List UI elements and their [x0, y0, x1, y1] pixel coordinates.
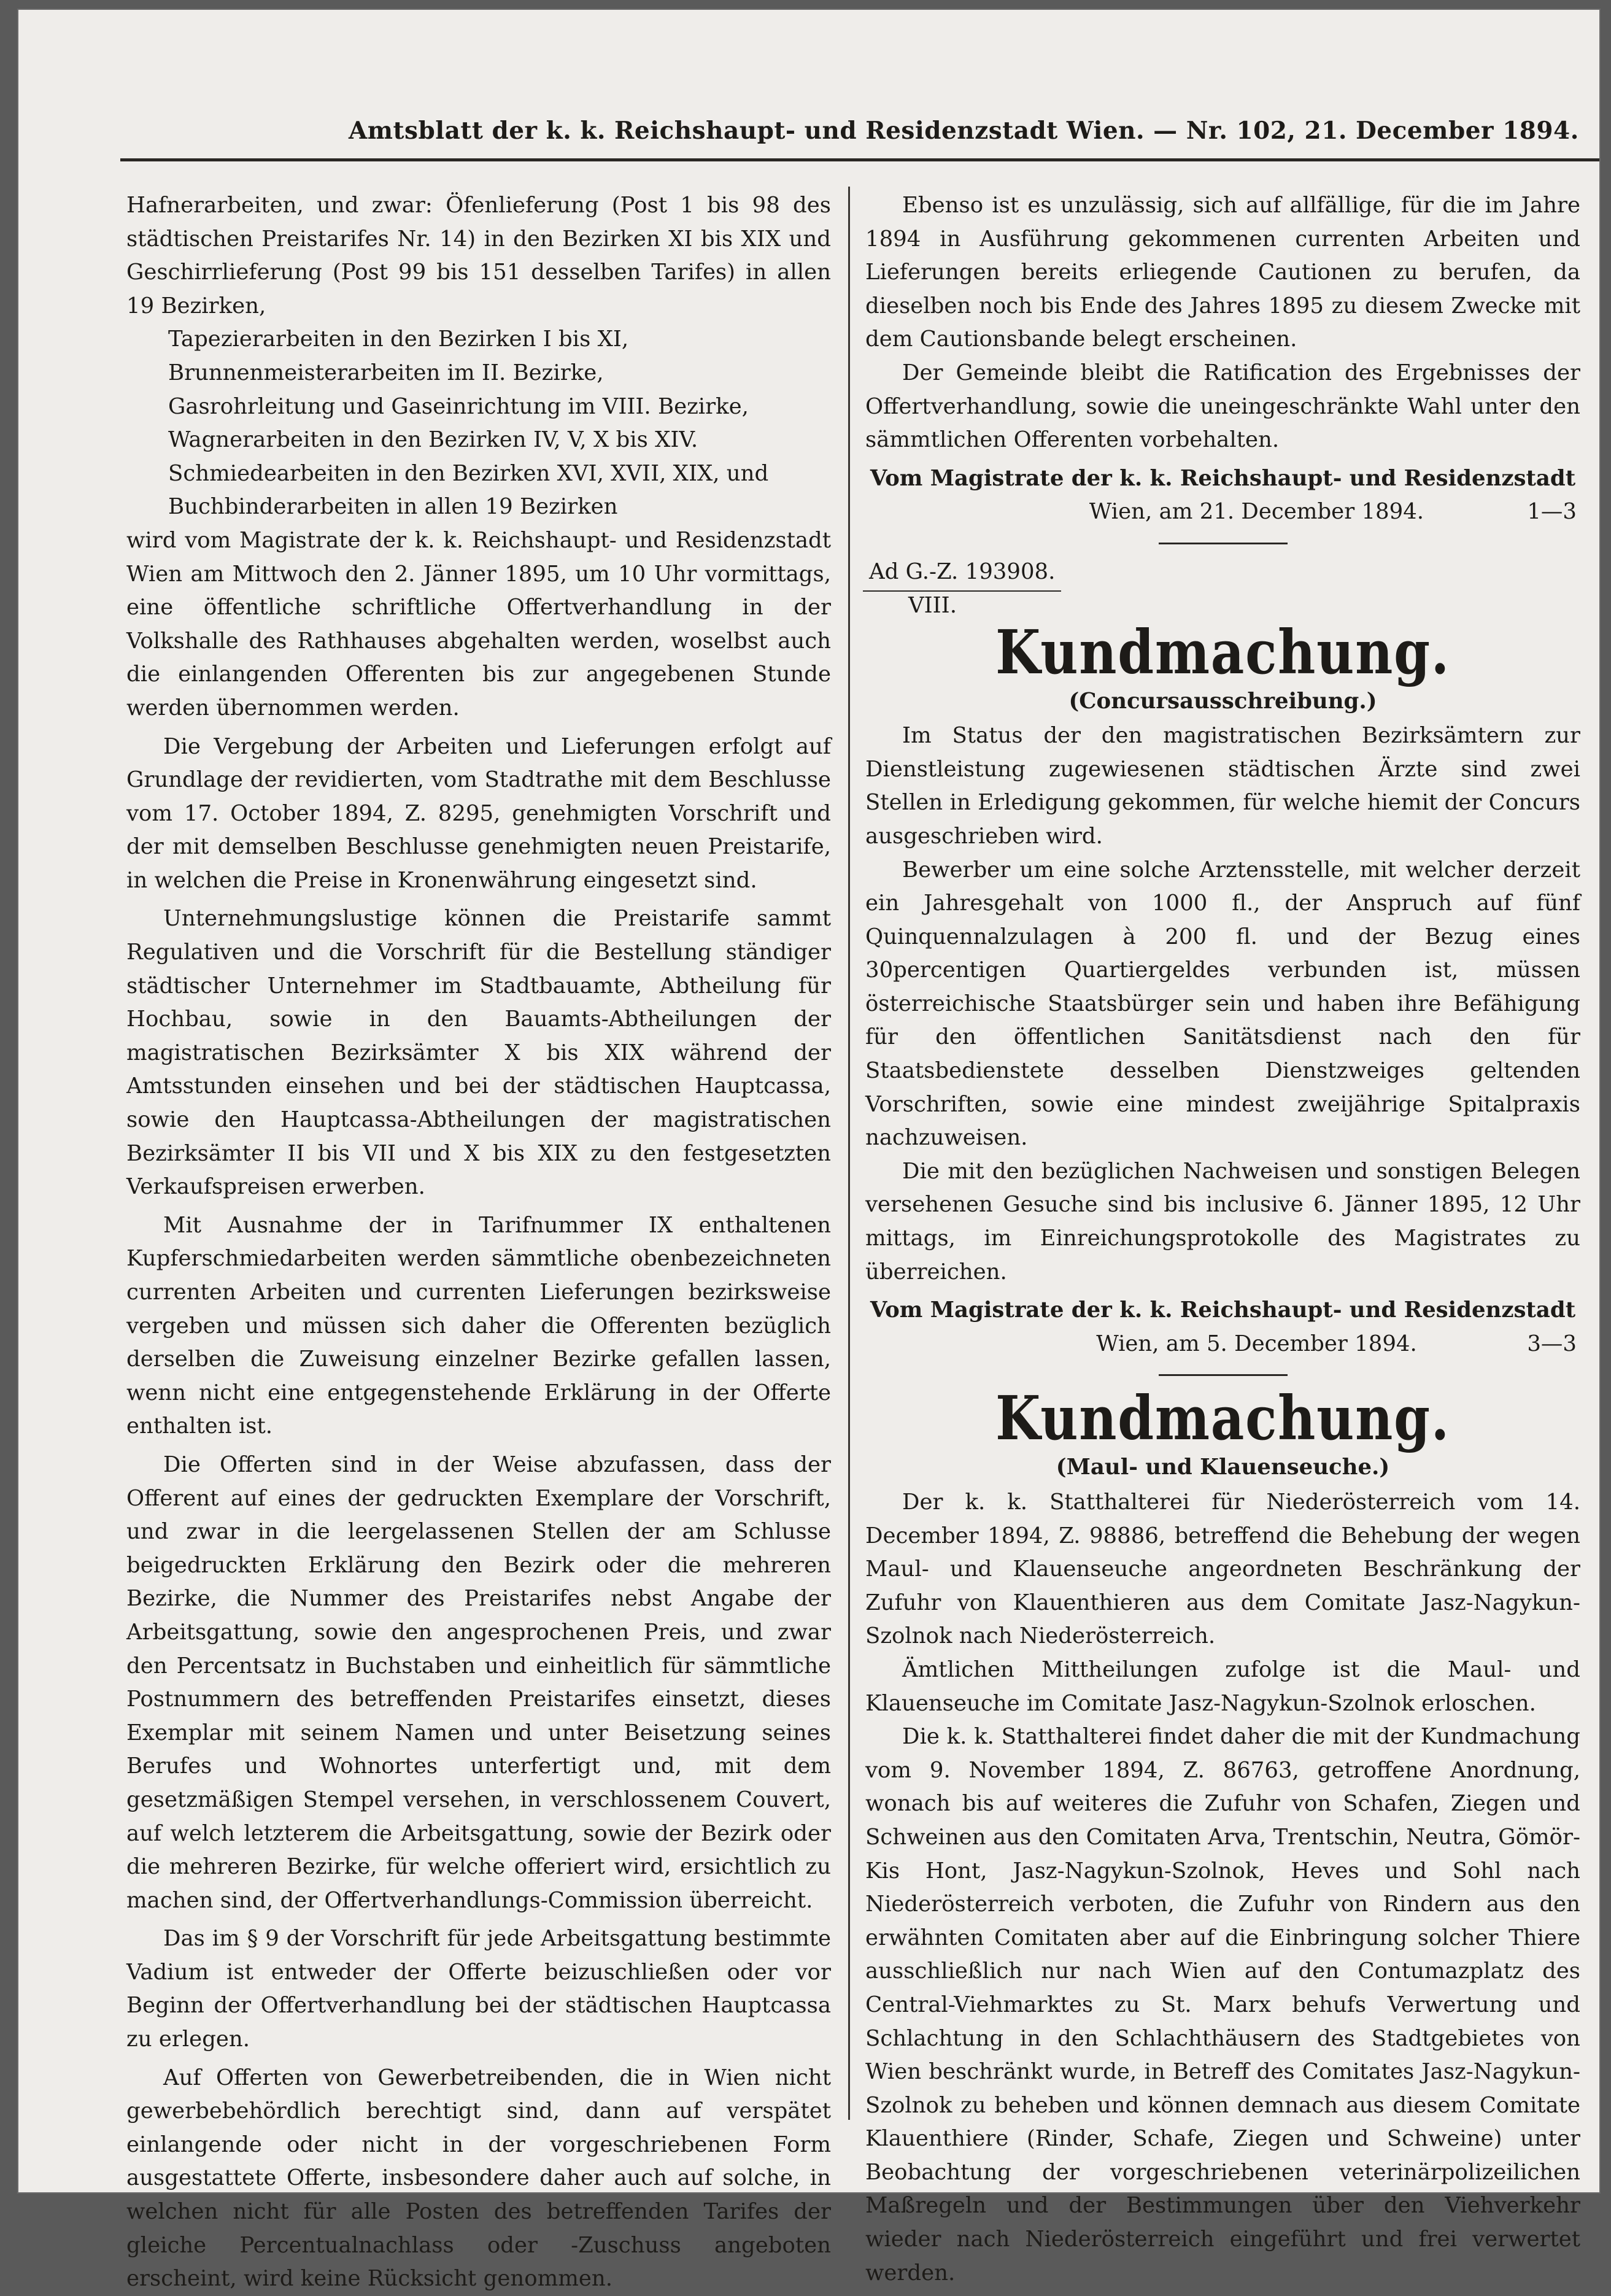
work-item: Buchbinderarbeiten in allen 19 Bezirken: [168, 494, 618, 520]
right-paragraph-5: Die mit den bezüglichen Nachweisen und sonstigen Belegen versehenen Gesuche sind bis inclusive 6. Jänner 1895, 12 Uhr mittags, im Einreichungsprotokolle des Magistrates zu überreichen.: [865, 1158, 1580, 1285]
date-2: Wien, am 5. December 1894.: [1096, 1331, 1417, 1356]
reference-department: VIII.: [908, 592, 957, 618]
work-item: Brunnenmeisterarbeiten im II. Bezirke,: [168, 360, 604, 385]
date-line-2: [865, 1328, 1580, 1361]
left-paragraph-6: Die Offerten sind in der Weise abzufassen, dass der Offerent auf eines der gedruckten Exemplare der Vorschrift, und zwar in die leergelassenen Stellen der am Schlusse beigedruckten Erklärung den Bezirk oder die mehreren Bezirke, die Nummer des Preistarifes nebst Angabe der Arbeitsgattung, sowie den angesprochenen Preis, und zwar den Percentsatz in Buchstaben und einheitlich für sämmtliche Postnummern des betreffenden Preistarifes einsetzt, dieses Exemplar mit seinem Namen und unter Beisetzung seines Berufes und Wohnortes unterfertigt und, mit dem gesetzmäßigen Stempel versehen, in verschlossenem Couvert, auf welch letzterem die Arbeitsgattung, sowie der Bezirk oder die mehreren Bezirke, für welche offeriert wird, ersichtlich zu machen sind, der Offertverhandlungs-Commission überreicht.: [126, 1451, 831, 1913]
left-paragraph-1: Hafnerarbeiten, und zwar: Öfenlieferung (Post 1 bis 98 des städtischen Preistarifes Nr. 14) in den Bezirken XI bis XIX und Geschirrlieferung (Post 99 bis 151 desselben Tarifes) in allen 19 Bezirken,: [126, 193, 831, 319]
column-divider: [848, 187, 850, 2120]
announcement-title-1: Kundmachung.: [995, 617, 1450, 688]
right-paragraph-6: Der k. k. Statthalterei für Niederösterreich vom 14. December 1894, Z. 98886, betreffend die Behebung der wegen Maul- und Klauenseuche angeordneten Beschränkung der Zufuhr von Klauenthieren aus dem Comitate Jasz-Nagykun-Szolnok nach Niederösterreich.: [865, 1490, 1580, 1649]
right-paragraph-1: Ebenso ist es unzulässig, sich auf allfällige, für die im Jahre 1894 in Ausführung gekommenen currenten Arbeiten und Lieferungen bereits erliegende Cautionen zu berufen, da dieselben noch bis Ende des Jahres 1895 zu diesem Zwecke mit dem Cautionsbande belegt erscheinen.: [865, 193, 1580, 352]
left-column: [126, 189, 831, 2296]
section-rule-2: [1159, 1374, 1288, 1376]
reference-number: Ad G.-Z. 193908.: [863, 555, 1061, 592]
signature-1: Vom Magistrate der k. k. Reichshaupt- und Residenzstadt: [870, 465, 1576, 491]
issue-count-1: 1—3: [1527, 499, 1577, 525]
date-1: Wien, am 21. December 1894.: [1089, 499, 1424, 525]
masthead: Amtsblatt der k. k. Reichshaupt- und Residenzstadt Wien. — Nr. 102, 21. December 1894.: [349, 117, 1579, 145]
work-item: Tapezierarbeiten in den Bezirken I bis XI,: [168, 327, 629, 352]
announcement-subtitle-1: (Concursausschreibung.): [1068, 688, 1377, 714]
work-item: Wagnerarbeiten in den Bezirken IV, V, X bis XIV.: [168, 427, 698, 453]
section-rule-1: [1159, 543, 1288, 544]
issue-count-2: 3—3: [1527, 1331, 1577, 1356]
right-paragraph-7: Ämtlichen Mittheilungen zufolge ist die Maul- und Klauenseuche im Comitate Jasz-Nagykun-Szolnok erloschen.: [865, 1656, 1580, 1716]
signature-2: Vom Magistrate der k. k. Reichshaupt- und Residenzstadt: [870, 1297, 1576, 1323]
right-paragraph-4: Bewerber um eine solche Arztensstelle, mit welcher derzeit ein Jahresgehalt von 1000 fl., der Anspruch auf fünf Quinquennalzulagen à 200 fl. und der Bezug eines 30percentigen Quartiergeldes verbunden ist, müssen österreichische Staatsbürger sein und haben ihre Befähigung für den öffentlichen Sanitätsdienst nach den für Staatsbedienstete desselben Dienstzweiges geltenden Vorschriften, sowie eine mindest zweijährige Spitalpraxis nachzuweisen.: [865, 857, 1580, 1151]
left-paragraph-2: wird vom Magistrate der k. k. Reichshaupt- und Residenzstadt Wien am Mittwoch den 2. Jänner 1895, um 10 Uhr vormittags, eine öffentliche schriftliche Offertverhandlung in der Volkshalle des Rathhauses abgehalten werden, woselbst auch die einlangenden Offerenten bis zur angegebenen Stunde werden übernommen werden.: [126, 527, 831, 721]
work-item: Gasrohrleitung und Gaseinrichtung im VIII. Bezirke,: [168, 393, 749, 419]
right-paragraph-8: Die k. k. Statthalterei findet daher die mit der Kundmachung vom 9. November 1894, Z. 86763, getroffene Anordnung, wonach bis auf weiteres die Zufuhr von Schafen, Ziegen und Schweinen aus den Comitaten Arva, Trentschin, Neutra, Gömör-Kis Hont, Jasz-Nagykun-Szolnok, Heves und Sohl nach Niederösterreich verboten, die Zufuhr von Rindern aus den erwähnten Comitaten aber auf die Einbringung solcher Thiere ausschließlich nur nach Wien auf den Contumazplatz des Central-Viehmarktes zu St. Marx behufs Verwertung und Schlachtung in den Schlachthäusern des Stadtgebietes von Wien beschränkt wurde, in Betreff des Comitates Jasz-Nagykun-Szolnok zu beheben und können demnach aus diesem Comitate Klauenthiere (Rinder, Schafe, Ziegen und Schweine) unter Beobachtung der vorgeschriebenen veterinärpolizeilichen Maßregeln und der Bestimmungen über den Viehverkehr wieder nach Niederösterreich eingeführt und frei verwertet werden.: [865, 1724, 1580, 2286]
right-paragraph-3: Im Status der den magistratischen Bezirksämtern zur Dienstleistung zugewiesenen städtischen Ärzte sind zwei Stellen in Erledigung gekommen, für welche hiemit der Concurs ausgeschrieben wird.: [865, 723, 1580, 849]
date-line-1: [865, 495, 1580, 529]
left-paragraph-4: Unternehmungslustige können die Preistarife sammt Regulativen und die Vorschrift für die Bestellung ständiger städtischer Unternehmer im Stadtbauamte, Abtheilung für Hochbau, sowie in den Bauamts-Abtheilungen der magistratischen Bezirksämter X bis XIX während der Amtsstunden einsehen und bei der städtischen Hauptcassa, sowie den Hauptcassa-Abtheilungen der magistratischen Bezirksämter II bis VII und X bis XIX zu den festgesetzten Verkaufspreisen erwerben.: [126, 906, 831, 1200]
work-item: Schmiedearbeiten in den Bezirken XVI, XVII, XIX, und: [168, 460, 769, 486]
left-paragraph-8: Auf Offerten von Gewerbetreibenden, die in Wien nicht gewerbebehördlich berechtigt sind, dann auf verspätet einlangende oder nicht in der vorgeschriebenen Form ausgestattete Offerte, insbesondere daher auch auf solche, in welchen nicht für alle Posten des betreffenden Tarifes der gleiche Percentualnachlass oder -Zuschuss angeboten erscheint, wird keine Rücksicht genommen.: [126, 2065, 831, 2292]
announcement-title-2: Kundmachung.: [995, 1383, 1450, 1455]
header-rule: [120, 158, 1599, 161]
right-paragraph-2: Der Gemeinde bleibt die Ratification des Ergebnisses der Offertverhandlung, sowie die uneingeschränkte Wahl unter den sämmtlichen Offerenten vorbehalten.: [865, 360, 1580, 453]
announcement-subtitle-2: (Maul- und Klauenseuche.): [1056, 1455, 1390, 1480]
right-column: [865, 189, 1580, 2290]
left-paragraph-5: Mit Ausnahme der in Tarifnummer IX enthaltenen Kupferschmiedarbeiten werden sämmtliche obenbezeichneten currenten Arbeiten und currenten Lieferungen bezirksweise vergeben und müssen sich daher die Offerenten bezüglich derselben die Zuweisung einzelner Bezirke gefallen lassen, wenn nicht eine entgegenstehende Erklärung in der Offerte enthalten ist.: [126, 1212, 831, 1439]
left-paragraph-3: Die Vergebung der Arbeiten und Lieferungen erfolgt auf Grundlage der revidierten, vom Stadtrathe mit dem Beschlusse vom 17. October 1894, Z. 8295, genehmigten Vorschrift und der mit demselben Beschlusse genehmigten neuen Preistarife, in welchen die Preise in Kronenwährung eingesetzt sind.: [126, 733, 831, 893]
newspaper-page: [17, 9, 1601, 2292]
left-paragraph-7: Das im § 9 der Vorschrift für jede Arbeitsgattung bestimmte Vadium ist entweder der Offerte beizuschließen oder vor Beginn der Offertverhandlung bei der städtischen Hauptcassa zu erlegen.: [126, 1926, 831, 2052]
